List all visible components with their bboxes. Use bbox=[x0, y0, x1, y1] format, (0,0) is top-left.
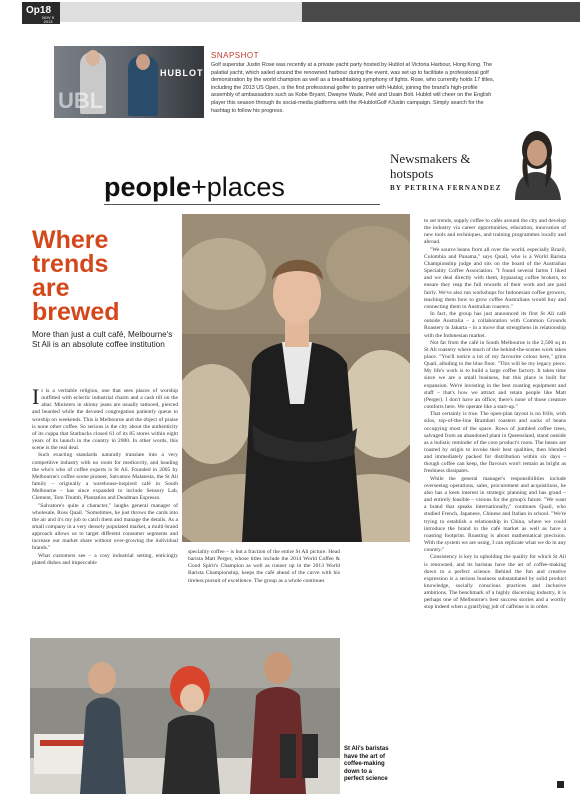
issue-date bbox=[42, 16, 54, 24]
author-photo bbox=[505, 118, 567, 200]
article-paragraph: That certainly is true. The open-plan layout is no frills, with silos, top-of-the-line Brambati roasters and sacks of beans occupying most of the space. Rows of jumbled coffee trees, salvaged from an abandoned plant in Queensland, stand outside as a holistic reminder of the core product's roots. The beans are roasted by origin to invoke their best qualities, then blended and immediately packed for distribution within six days – though coffee can keep, the flavours won't remain as bright as freshness dissipates. bbox=[424, 411, 566, 475]
person-2-face bbox=[136, 54, 150, 70]
section-title-bold: people bbox=[104, 172, 192, 202]
main-photo bbox=[182, 214, 410, 542]
snapshot-text: Golf superstar Justin Rose was recently at a private yacht party hosted by Hublot at Victoria Harbour, Hong Kong. The palatial yacht, which sailed around the renowned harbour during the event, was set up to facilitate a professional golf demonstration by the world champion as well as a breathtaking symphony of lights. Rose, who currently holds 17 titles, including the 2013 US Open, is the first professional golfer to partner with Hublot, joining the brand's high-profile assembly of ambassadors such as Kobe Bryant, Dwayne Wade, Pelé and Usain Bolt. Hublot will cheer on the English player this season through its social-media platforms with the #HublotGolf #Justin campaign. Simply search for the hashtag to follow his progress. bbox=[211, 62, 495, 114]
man-with-coffee-sacks-image bbox=[182, 214, 410, 542]
person-1-face bbox=[86, 50, 100, 66]
article-paragraph: While the general manager's responsibilities include overseeing operations, sales, procurement and acquisitions, he also has a keen interest in strategic planning and has grand – and entirely feasible – visions for the group's future. "We want a brand that speaks internationally," continues Quail, who studied French, Japanese, Chinese and Italian in school. "We're trying to establish a relationship in China, where we could introduce the brand in the café market as well as have a roasting footprint. Roasting is about mathematical precision. With the system we are using, I can replicate what we do in any country." bbox=[424, 475, 566, 554]
issue-line-1: NOV 5 bbox=[42, 15, 55, 20]
baristas-photo bbox=[30, 638, 340, 794]
backdrop-logo-text: UBL bbox=[58, 88, 104, 113]
article-paragraph: "We source beans from all over the world, especially Brazil, Colombia and Panama," says Quail, who is a World Barista Championship judge and sits on the board of the Australian Speciality Coffee Association. "I found several farms I liked and we deal directly with them, bypassing coffee brokers, to ensure they reap the full rewards of their work and are paid fairly. We've also run workshops for Indonesian coffee growers, teaching them how to grow coffee Australians would buy and connecting them to Australian roasters." bbox=[424, 246, 566, 310]
snapshot-photo bbox=[54, 46, 204, 118]
page-number-tab bbox=[22, 2, 60, 24]
column-title-line-1: Newsmakers & bbox=[390, 151, 471, 166]
paragraph-text: t is a veritable religion, one that sees places of worship outfitted with eclectic industrial charm and a cash till on the altar. Ministers in skinny jeans are usually tattooed, pierced and bearded while the devoted congregation patiently queue to worship on weekends. This is Melbourne and the object of praise is none other coffee. So serious is the city about the authenticity of its cuppa that Starbucks closed 61 of its 85 stores within eight years of its launch in the country in 2000. In other words, this scene is the real deal. bbox=[32, 388, 178, 452]
article-column-2 bbox=[188, 549, 340, 585]
issue-line-2: 2013 bbox=[43, 19, 53, 24]
header-gray-band bbox=[60, 2, 302, 22]
article-paragraph: "Salvatore's quite a character," laughs general manager of wholesale, Ross Quail. "Sometimes, he just throws the cards into the air and it's my job to catch them and manage the details. As a small company in a very densely populated market, a multi-brand approach allows us to target different consumer segments and increase our market share without over-growing the individual brands." bbox=[32, 502, 178, 552]
column-title bbox=[390, 151, 471, 181]
section-title-light: +places bbox=[191, 172, 285, 202]
snapshot-title: SNAPSHOT bbox=[211, 51, 260, 60]
article-paragraph: What customers see – a cosy industrial setting, enticingly plated dishes and impeccable bbox=[32, 552, 178, 566]
byline: BY PETRINA FERNANDEZ bbox=[390, 184, 502, 192]
drop-cap: I bbox=[32, 384, 40, 409]
section-divider bbox=[104, 204, 380, 205]
article-paragraph bbox=[32, 384, 178, 452]
photo-caption: St Ali's baristas have the art of coffee-making down to a perfect science bbox=[344, 746, 389, 783]
headline-line-1: Where bbox=[32, 226, 109, 254]
headline-line-3: are bbox=[32, 274, 70, 302]
article-column-1 bbox=[32, 384, 178, 567]
article-paragraph: In fact, the group has just announced its first St Ali café outside Australia – a collaboration with Common Grounds Roastery in Jakarta – in a move that strengthens its relationship with the Indonesian market. bbox=[424, 311, 566, 339]
baristas-at-counter-image bbox=[30, 638, 340, 794]
headline-line-4: brewed bbox=[32, 298, 120, 326]
page-number: Op18 bbox=[26, 5, 52, 16]
section-title bbox=[104, 172, 285, 202]
page-header-bar bbox=[0, 0, 580, 24]
hublot-logo: HUBLOT bbox=[160, 68, 204, 78]
article-standfirst: More than just a cult café, Melbourne's St Ali is an absolute coffee institution bbox=[32, 330, 173, 349]
author-portrait-icon bbox=[505, 118, 567, 200]
article-paragraph: to set trends, supply coffee to cafés around the city and develop the industry via career opportunities, education, innovation of new tools and techniques, and training programmes locally and abroad. bbox=[424, 218, 566, 246]
article-headline bbox=[32, 228, 182, 324]
article-paragraph: Consistency is key in upholding the quality for which St Ali is renowned, and its baristas have the art of coffee-making down to a perfect science. Behind the fun and creative expression is a serious business substantiated by solid product knowledge, socially conscious practices and inclusive ambitions. The benchmark of a highly discerning industry, it is perhaps one of Melbourne's best success stories and a worthy stop indeed when a gratifying jolt of caffeine is in order. bbox=[424, 554, 566, 611]
header-dark-band bbox=[302, 2, 580, 22]
end-of-article-mark bbox=[557, 781, 564, 788]
article-paragraph: Not far from the café in South Melbourne is the 2,500 sq m St Ali roastery where much of the behind-the-scenes work takes place. "You'll notice a lot of my favourite colour here," grins Quail, alluding to the blue floor. "This will be my legacy piece. My life's work is to build a large coffee factory. It takes time since we are a small business, but this place is built for expansion. We're investing in the best roasting equipment and staff – that's how we attract and retain people like Matt (Perger). I don't have an office; there's none of those creature comforts here. We operate like a start-up." bbox=[424, 339, 566, 411]
article-paragraph: Such exacting standards naturally translate into a very competitive industry with no room for mediocrity, and heading the who's who of coffee experts is St Ali. Founded in 2005 by Melbourne's coffee scene pioneer, Salvatore Malatesta, the St Ali family – originally a warehouse-inspired café in South Melbourne – has since expanded to include Sensory Lab, Clement, Tom Thumb, Plantation and Deadman Espresso. bbox=[32, 452, 178, 502]
article-paragraph: speciality coffee – is but a fraction of the entire St Ali picture. Head barista Matt Perger, whose titles include the 2014 World Coffee & Good Spirit's Champion as well as runner up in the 2013 World Barista Championship, keeps the café ahead of the curve with his tireless pursuit of excellence. The group as a whole continues bbox=[188, 549, 340, 584]
article-column-3 bbox=[424, 218, 566, 612]
headline-line-2: trends bbox=[32, 250, 109, 278]
column-title-line-2: hotspots bbox=[390, 166, 434, 181]
